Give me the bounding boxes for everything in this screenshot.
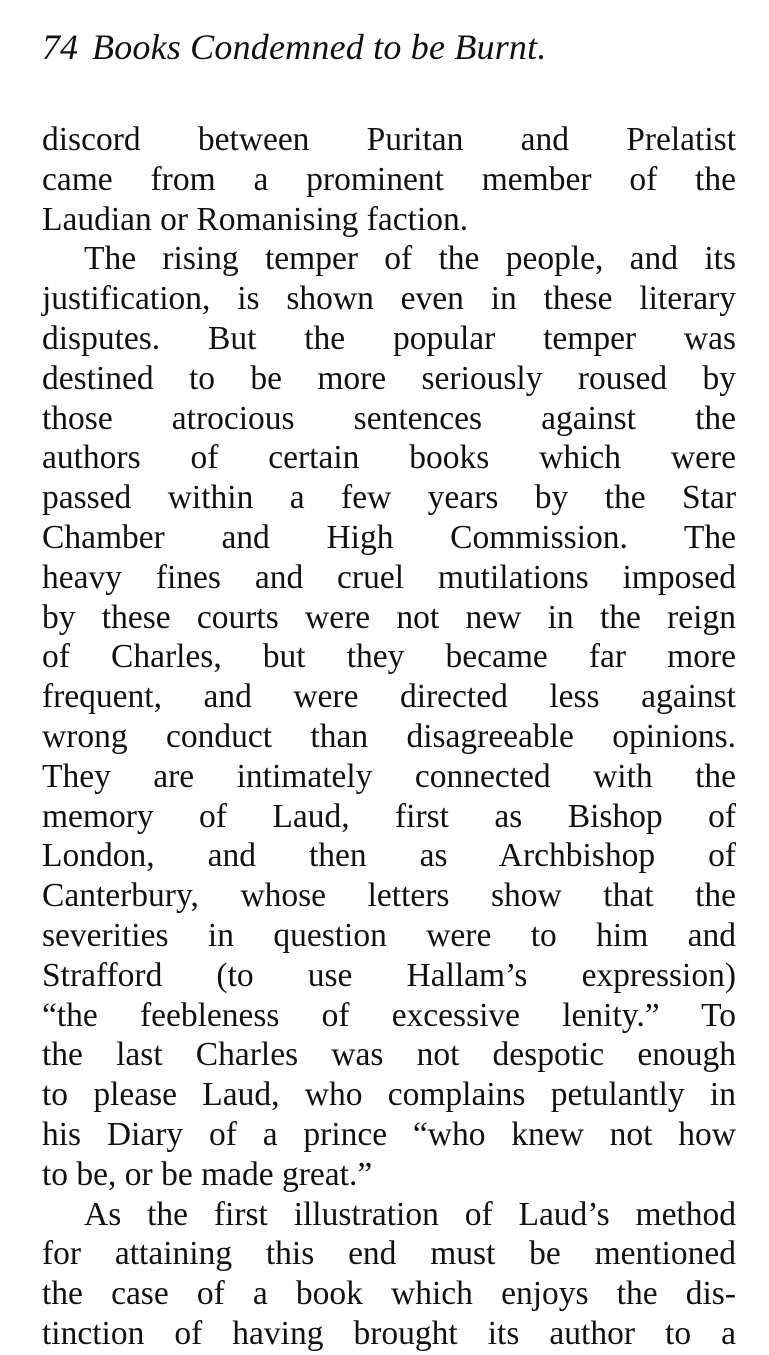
text-line: frequent, and were directed less against: [42, 678, 736, 716]
text-line: wrong conduct than disagreeable opinions.: [42, 717, 736, 755]
text-line: his Diary of a prince “who knew not how: [42, 1115, 736, 1153]
text-line: justification, is shown even in these literary: [42, 280, 736, 318]
text-line: of Charles, but they became far more: [42, 638, 736, 676]
text-line: those atrocious sentences against the: [42, 399, 736, 437]
text-line: authors of certain books which were: [42, 439, 736, 477]
text-line: Strafford (to use Hallam’s expression): [42, 956, 736, 994]
text-line: disputes. But the popular temper was: [42, 319, 736, 357]
text-line: the case of a book which enjoys the dis-: [42, 1275, 736, 1313]
page-number: 74: [42, 27, 78, 67]
text-line: heavy fines and cruel mutilations imposed: [42, 558, 736, 596]
body-text: [42, 120, 736, 1354]
running-title: Books Condemned to be Burnt.: [92, 27, 547, 67]
text-line: came from a prominent member of the: [42, 160, 736, 198]
text-line: Chamber and High Commission. The: [42, 518, 736, 556]
text-line: As the first illustration of Laud’s method: [84, 1195, 736, 1233]
text-line: discord between Puritan and Prelatist: [42, 121, 736, 158]
text-line: for attaining this end must be mentioned: [42, 1235, 736, 1273]
text-line: The rising temper of the people, and its: [84, 240, 736, 278]
text-line: Canterbury, whose letters show that the: [42, 877, 736, 915]
text-line: the last Charles was not despotic enough: [42, 1036, 736, 1074]
text-line: London, and then as Archbishop of: [42, 837, 736, 875]
text-line: tinction of having brought its author to a: [42, 1314, 736, 1352]
text-line: Laudian or Romanising faction.: [42, 200, 469, 238]
book-page: [42, 18, 736, 1354]
text-line: They are intimately connected with the: [42, 757, 736, 795]
text-line: to please Laud, who complains petulantly in: [42, 1076, 736, 1114]
text-line: by these courts were not new in the reign: [42, 598, 736, 636]
text-line: to be, or be made great.”: [42, 1155, 373, 1193]
text-line: destined to be more seriously roused by: [42, 359, 736, 397]
running-head: [42, 18, 736, 76]
text-line: severities in question were to him and: [42, 916, 736, 954]
text-line: “the feebleness of excessive lenity.” To: [42, 996, 736, 1034]
text-line: memory of Laud, first as Bishop of: [42, 797, 736, 835]
text-line: passed within a few years by the Star: [42, 479, 736, 517]
